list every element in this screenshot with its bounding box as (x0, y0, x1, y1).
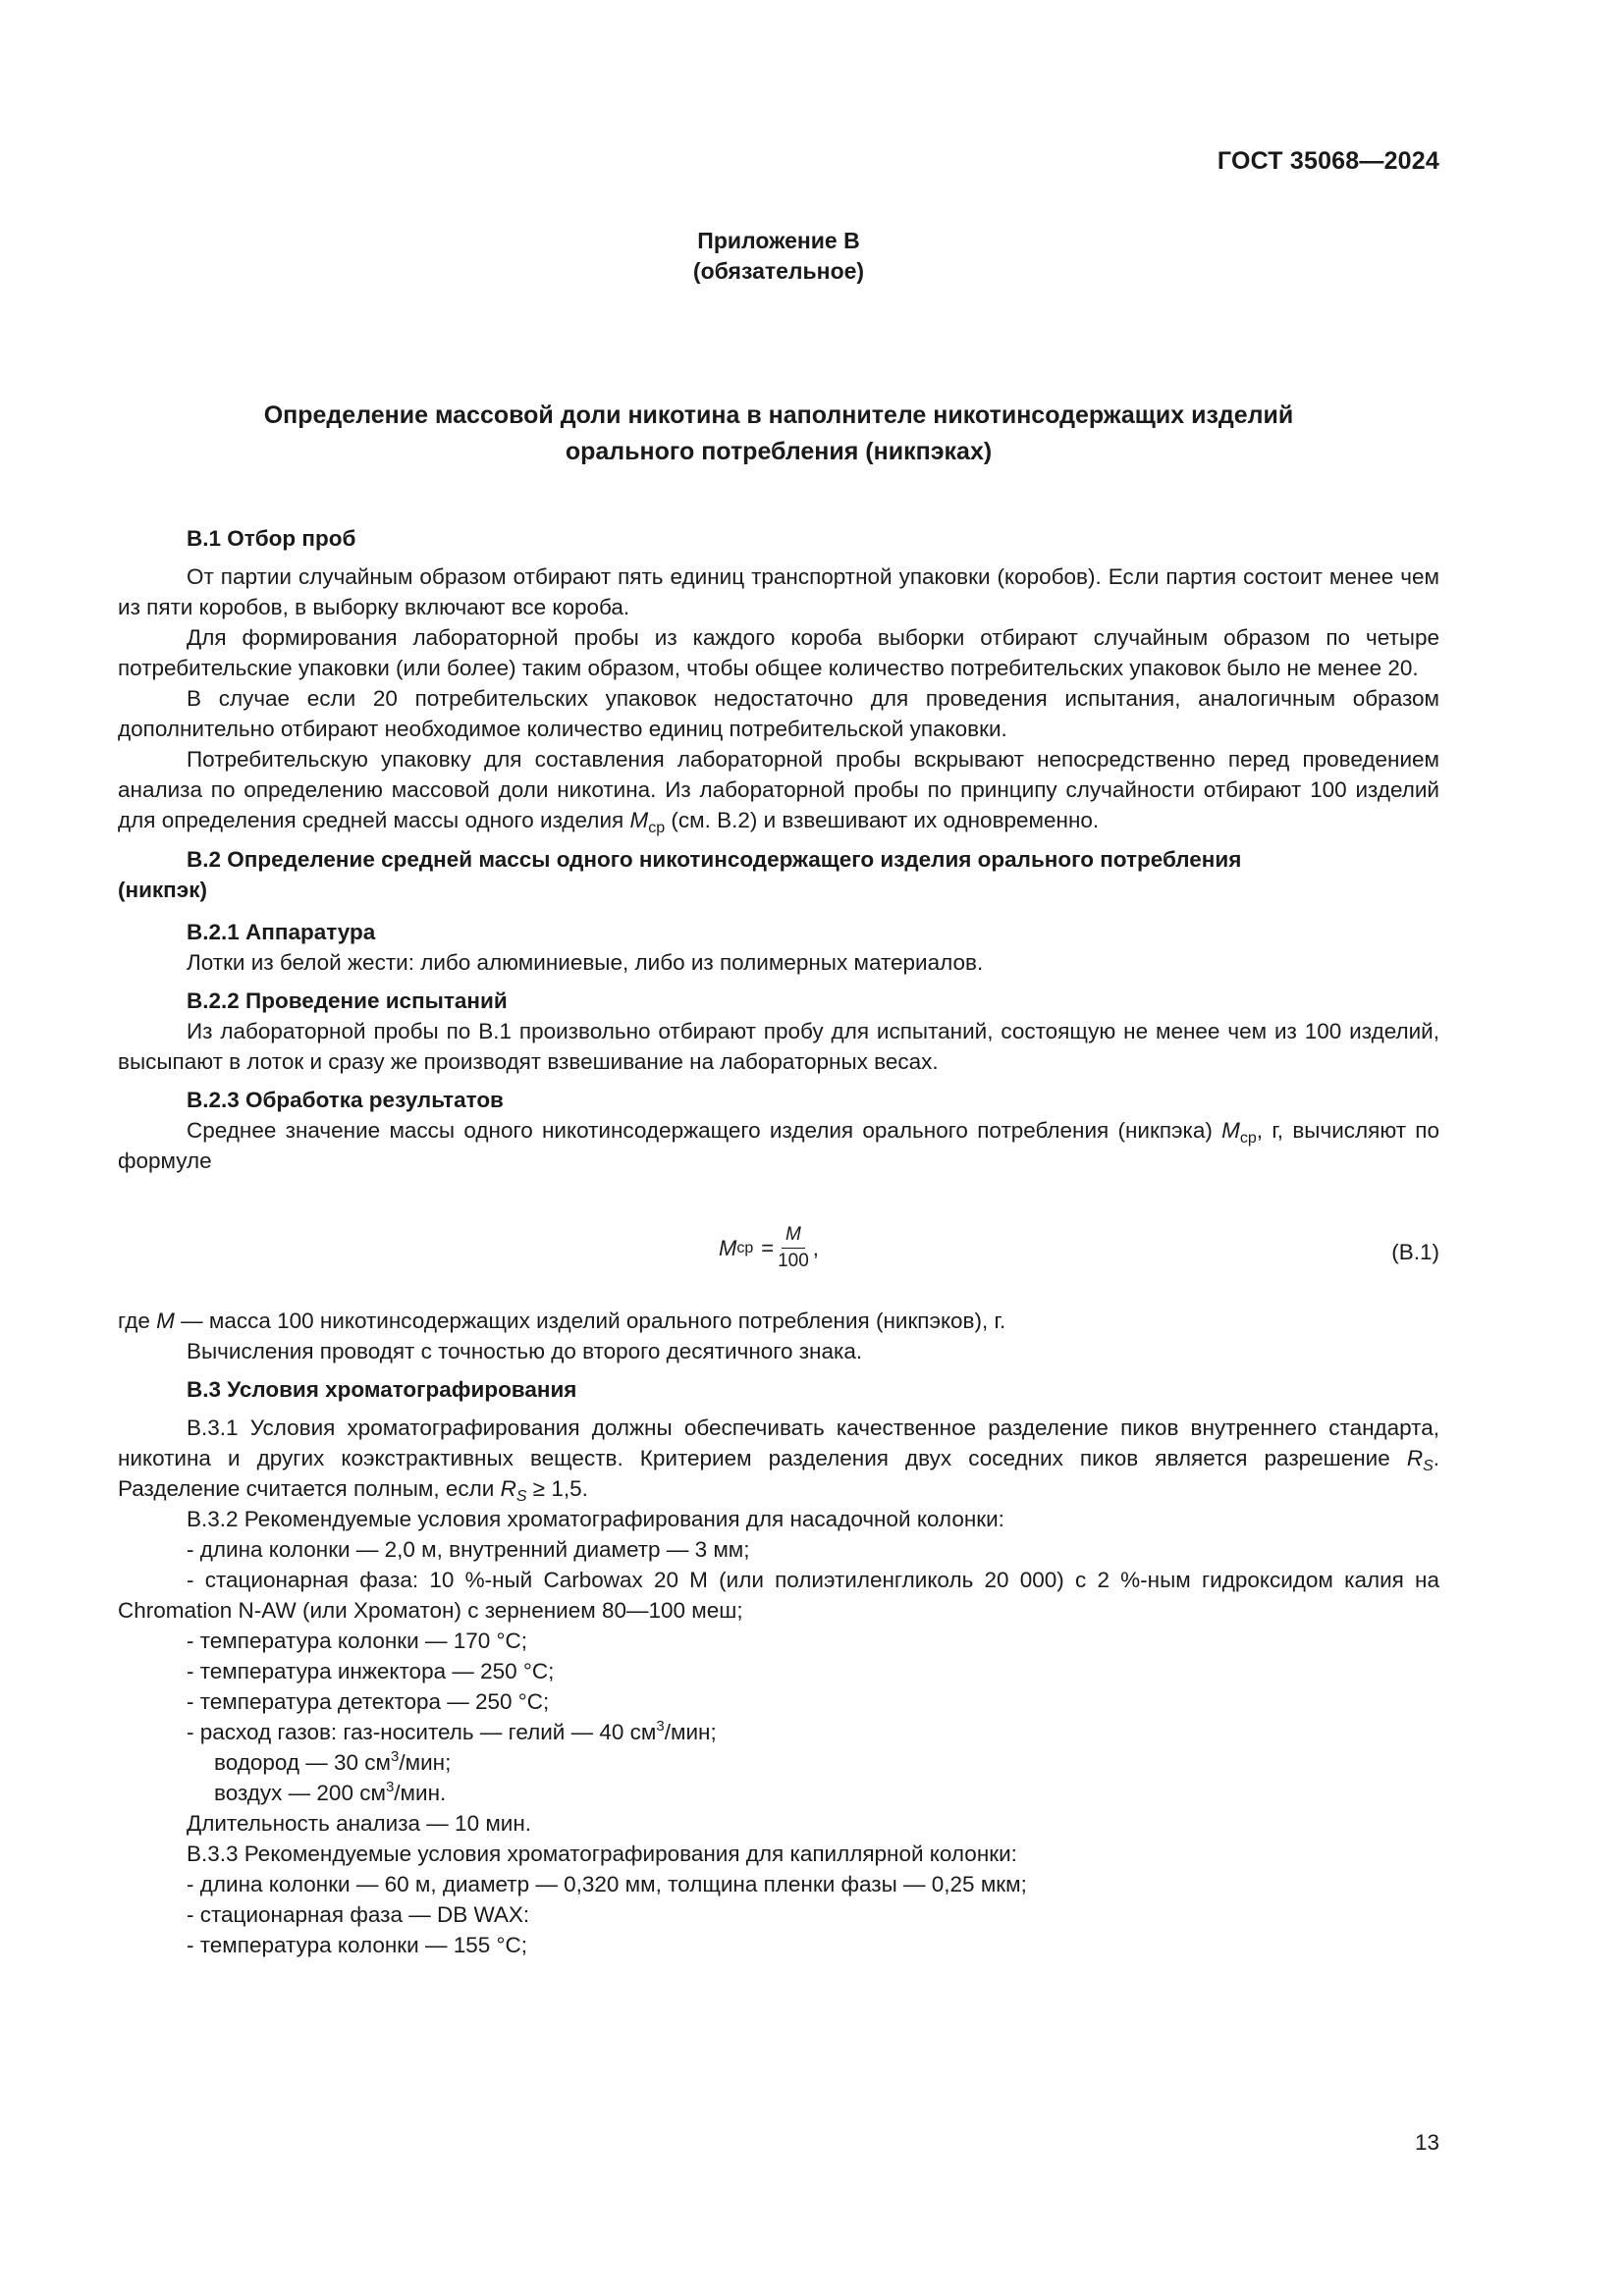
section-b1-paragraph-1: От партии случайным образом отбирают пять единиц транспортной упаковки (коробов). Если партия состоит менее чем из пяти коробов, в выборку включают все короба. (118, 564, 1439, 619)
formula-expression: M ср = $\frac{M}{100}$ , (719, 1224, 819, 1271)
formula-equals: = (761, 1236, 775, 1260)
list-item: - длина колонки — 2,0 м, внутренний диаметр — 3 мм; (187, 1537, 750, 1562)
document-body (118, 523, 1439, 1960)
symbol-m: M (629, 808, 649, 832)
list-item: - температура инжектора — 250 °С; (187, 1659, 555, 1683)
superscript-3: 3 (385, 1779, 395, 1795)
list-item: - температура колонки — 170 °С; (187, 1629, 527, 1653)
text-run: . Разделение считается полным, если (118, 1446, 1439, 1501)
formula-comma: , (812, 1236, 819, 1260)
text-run: где (118, 1308, 157, 1333)
section-b23-heading: В.2.3 Обработка результатов (187, 1088, 504, 1112)
formula-b1 (118, 1176, 1439, 1306)
section-b1-paragraph-3: В случае если 20 потребительских упаковок недостаточно для проведения испытания, аналогичным образом дополнительно отбирают необходимое количество единиц потребительской упаковки. (118, 686, 1439, 741)
formula-fraction (778, 1223, 809, 1273)
section-b2-heading-line-2: (никпэк) (118, 878, 207, 902)
symbol-r: R (1406, 1446, 1424, 1470)
section-b21-text: Лотки из белой жести: либо алюминиевые, либо из полимерных материалов. (187, 950, 984, 975)
document-title (118, 398, 1439, 470)
text-run: воздух — 200 см (214, 1781, 386, 1805)
list-item-hydrogen (118, 1747, 1439, 1778)
section-b3-heading: В.3 Условия хроматографирования (187, 1377, 577, 1402)
analysis-duration: Длительность анализа — 10 мин. (187, 1811, 532, 1836)
text-run: (см. В.2) и взвешивают их одновременно. (665, 808, 1100, 832)
list-item-air (118, 1778, 1439, 1808)
formula-where (118, 1306, 1439, 1336)
subscript-s: S (1423, 1458, 1434, 1474)
text-run: Среднее значение массы одного никотинсодержащего изделия орального потребления (никпэка) (187, 1118, 1222, 1143)
title-line-1: Определение массовой доли никотина в наполнителе никотинсодержащих изделий (263, 401, 1294, 429)
text-run: водород — 30 см (214, 1750, 392, 1775)
section-b1-heading: В.1 Отбор проб (187, 526, 356, 551)
section-b32-text: В.3.2 Рекомендуемые условия хроматографирования для насадочной колонки: (187, 1507, 1004, 1531)
list-item: - температура колонки — 155 °С; (187, 1933, 527, 1957)
text-run: - расход газов: газ-носитель — гелий — 40 см (187, 1720, 657, 1744)
text-run: /мин. (394, 1781, 447, 1805)
list-item: - стационарная фаза — DB WAX: (187, 1902, 530, 1927)
symbol-m: M (1221, 1118, 1240, 1143)
section-b1-paragraph-2: Для формирования лабораторной пробы из каждого короба выборки отбирают случайным образом по четыре потребительские упаковки (или более) таким образом, чтобы общее количество потребительских упаковок было не менее 20. (118, 625, 1439, 680)
list-item-gas-flow (118, 1717, 1439, 1747)
formula-number: (В.1) (1391, 1240, 1439, 1264)
calculation-precision: Вычисления проводят с точностью до второго десятичного знака. (187, 1339, 863, 1363)
section-b31-text (118, 1413, 1439, 1504)
formula-numerator: M (782, 1223, 805, 1249)
capillary-column-conditions (118, 1869, 1439, 1960)
section-b2-heading-line-1: В.2 Определение средней массы одного никотинсодержащего изделия орального потребления (187, 847, 1242, 872)
packed-column-conditions (118, 1534, 1439, 1808)
text-run: , г, вычисляют по формуле (118, 1118, 1439, 1173)
annex-heading (118, 226, 1439, 287)
subscript-sr: ср (648, 820, 666, 836)
formula-denominator: 100 (778, 1251, 809, 1271)
text-run: ≥ 1,5. (526, 1476, 588, 1501)
text-run: В.3.1 Условия хроматографирования должны обеспечивать качественное разделение пиков внутреннего стандарта, никотина и других коэкстрактивных веществ. Критерием разделения двух соседних пиков является разрешение (118, 1415, 1439, 1470)
text-run: — масса 100 никотинсодержащих изделий орального потребления (никпэков), г. (174, 1308, 1006, 1333)
page-number: 13 (1414, 2130, 1439, 2155)
text-run: /мин; (399, 1750, 452, 1775)
annex-title: Приложение В (697, 228, 860, 253)
standard-code: ГОСТ 35068—2024 (1217, 147, 1439, 175)
symbol-r: R (500, 1476, 516, 1501)
section-b1-paragraph-4 (118, 744, 1439, 835)
text-run: /мин; (664, 1720, 717, 1744)
superscript-3: 3 (391, 1748, 400, 1765)
list-item: - длина колонки — 60 м, диаметр — 0,320 мм, толщина пленки фазы — 0,25 мкм; (187, 1872, 1027, 1896)
list-item: - температура детектора — 250 °С; (187, 1689, 550, 1714)
section-b22-heading: В.2.2 Проведение испытаний (187, 988, 508, 1013)
section-b33-text: В.3.3 Рекомендуемые условия хроматографирования для капиллярной колонки: (187, 1842, 1017, 1866)
annex-status: (обязательное) (692, 258, 865, 284)
subscript-sr: ср (1239, 1130, 1257, 1147)
title-line-2: орального потребления (никпэках) (565, 438, 993, 465)
section-b23-text (118, 1115, 1439, 1176)
section-b2-heading (118, 844, 1439, 905)
superscript-3: 3 (656, 1718, 665, 1735)
section-b21-heading: В.2.1 Аппаратура (187, 920, 376, 944)
text-run: Потребительскую упаковку для составления лабораторной пробы вскрывают непосредственно перед проведением анализа по определению массовой доли никотина. Из лабораторной пробы по принципу случайности отбирают 100 изделий для определения средней массы одного изделия (118, 747, 1439, 832)
subscript-s: S (515, 1488, 527, 1505)
symbol-m: M (156, 1308, 175, 1333)
formula-lhs: M (719, 1236, 737, 1260)
section-b22-text: Из лабораторной пробы по В.1 произвольно отбирают пробу для испытаний, состоящую не менее чем из 100 изделий, высыпают в лоток и сразу же производят взвешивание на лабораторных весах. (118, 1019, 1439, 1074)
list-item: - стационарная фаза: 10 %-ный Carbowax 20 М (или полиэтиленгликоль 20 000) с 2 %-ным гидроксидом калия на Chromation N-AW (или Хроматон) с зернением 80—100 меш; (118, 1568, 1439, 1623)
